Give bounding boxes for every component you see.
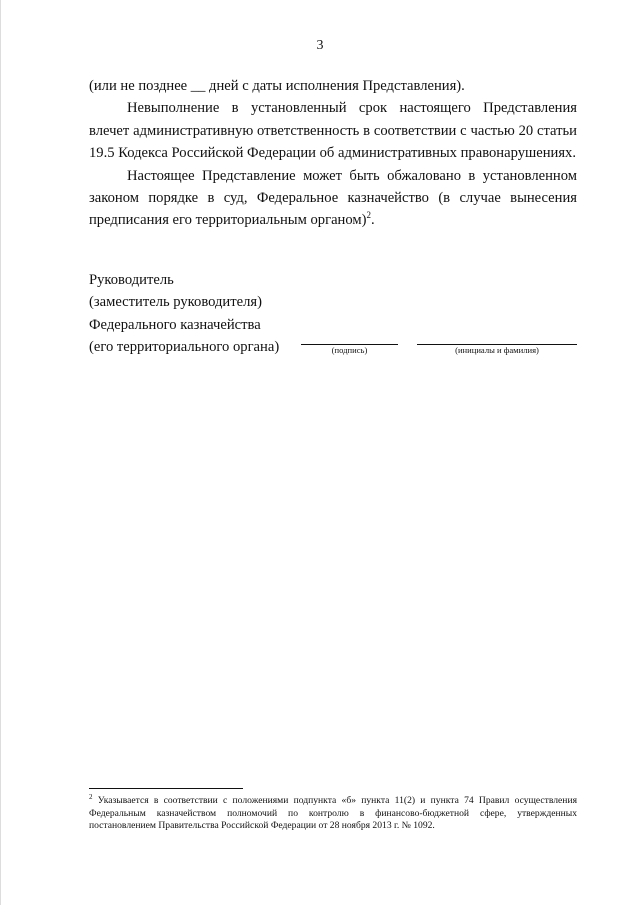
footnote-text: Указывается в соответствии с положениями подпункта «б» пункта 11(2) и пункта 74 Правил осуществления Федеральным казначейством полномочий по контролю в финансово-бюджетной сфере, утвержденных постановлением Правительства Российской Федерации от 28 ноября 2013 г. № 1092. [89, 795, 577, 832]
body-paragraph-appeal [89, 165, 577, 232]
signatory-title-line-1: Руководитель [89, 272, 174, 288]
body-paragraph-liability: Невыполнение в установленный срок настоящего Представления влечет административную ответственность в соответствии с частью 20 статьи 19.5 Кодекса Российской Федерации об административных правонарушениях. [89, 100, 577, 162]
signature-block [89, 269, 279, 359]
footnote-separator [89, 788, 243, 789]
scan-edge [0, 0, 1, 905]
document-body [89, 75, 577, 232]
page-number: 3 [316, 38, 324, 53]
signatory-title-line-3: Федерального казначейства [89, 316, 261, 333]
signatory-title-line-4: (его территориального органа) [89, 339, 280, 356]
footnote-reference: 2 [366, 210, 371, 221]
body-line-1: (или не позднее __ дней с даты исполнения Представления). [89, 78, 465, 94]
appeal-text: Настоящее Представление может быть обжаловано в установленном законом порядке в суд, Федеральное казначейство (в случае вынесения предписания его территориальным органом) [89, 167, 577, 229]
signatory-title-line-2: (заместитель руководителя) [89, 294, 262, 311]
footnote-marker: 2 [89, 792, 93, 801]
signature-caption: (подпись) [331, 345, 368, 355]
name-caption: (инициалы и фамилия) [455, 345, 539, 355]
appeal-text-end: . [370, 212, 375, 229]
footnote [89, 792, 577, 833]
